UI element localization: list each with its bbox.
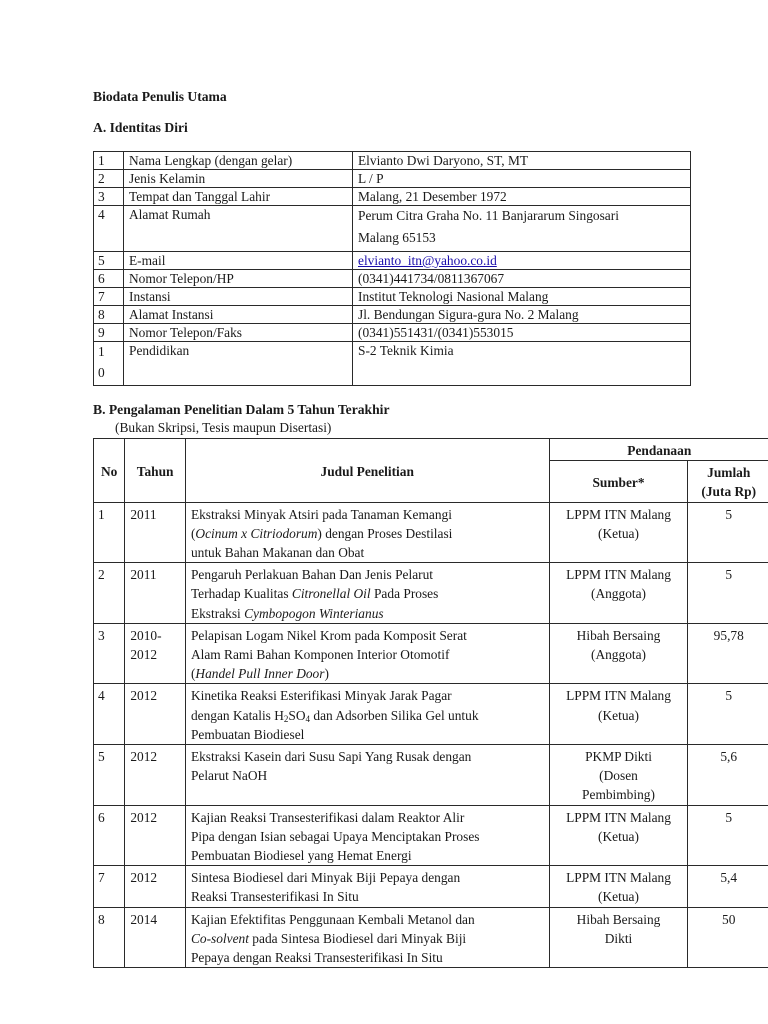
- table-row: [94, 206, 691, 252]
- row-number-line-1: 1: [98, 344, 105, 359]
- row-label: Tempat dan Tanggal Lahir: [124, 188, 353, 206]
- title-line: dengan Katalis $H_2SO_4$ dan Adsorben Silika Gel untuk: [190, 707, 479, 724]
- title-line: Alam Rami Bahan Komponen Interior Otomotif: [190, 647, 450, 663]
- header-jumlah: [688, 461, 768, 502]
- row-source: LPPM ITN Malang (Ketua): [549, 805, 688, 866]
- row-label: Nama Lengkap (dengan gelar): [124, 152, 353, 170]
- header-jumlah-unit: (Juta Rp): [701, 484, 757, 500]
- table-row: [94, 866, 768, 907]
- row-year: 2012: [125, 745, 186, 806]
- row-number: 1: [94, 502, 125, 563]
- table-row: [94, 623, 768, 684]
- row-value: Institut Teknologi Nasional Malang: [353, 288, 691, 306]
- row-value: [353, 206, 691, 252]
- row-label: Jenis Kelamin: [124, 170, 353, 188]
- row-source: LPPM ITN Malang (Ketua): [549, 684, 688, 745]
- row-year: 2010- 2012: [125, 623, 186, 684]
- table-row: [94, 188, 691, 206]
- title-line: Pelarut NaOH: [190, 768, 268, 784]
- row-source: LPPM ITN Malang (Ketua): [549, 502, 688, 563]
- header-pendanaan: Pendanaan: [549, 439, 768, 461]
- title-line: Ekstraksi Minyak Atsiri pada Tanaman Kemangi: [190, 506, 452, 522]
- title-line: Kajian Reaksi Transesterifikasi dalam Reaktor Alir: [190, 809, 465, 825]
- row-number: 8: [94, 907, 125, 968]
- row-source: LPPM ITN Malang (Anggota): [549, 563, 688, 624]
- table-row: [94, 288, 691, 306]
- row-value: Malang, 21 Desember 1972: [353, 188, 691, 206]
- section-a-title: A. Identitas Diri: [93, 120, 188, 135]
- row-value: Elvianto Dwi Daryono, ST, MT: [353, 152, 691, 170]
- table-row: [94, 502, 768, 563]
- title-line: Kajian Efektifitas Penggunaan Kembali Metanol dan: [190, 911, 475, 927]
- title-line: (Handel Pull Inner Door): [190, 666, 329, 682]
- row-title: [185, 907, 549, 968]
- row-label: Nomor Telepon/HP: [124, 270, 353, 288]
- row-amount: 95,78: [688, 623, 768, 684]
- section-b-subtitle: (Bukan Skripsi, Tesis maupun Disertasi): [115, 420, 332, 435]
- table-row: [94, 745, 768, 806]
- page-heading: Biodata Penulis Utama: [93, 89, 227, 104]
- table-row: [94, 170, 691, 188]
- row-amount: 5,4: [688, 866, 768, 907]
- table-row: [94, 563, 768, 624]
- row-value: S-2 Teknik Kimia: [353, 342, 691, 386]
- row-amount: 5: [688, 684, 768, 745]
- row-value: Jl. Bendungan Sigura-gura No. 2 Malang: [353, 306, 691, 324]
- row-number: 4: [94, 206, 124, 252]
- title-line: Pelapisan Logam Nikel Krom pada Komposit Serat: [190, 627, 467, 643]
- header-no: No: [94, 439, 125, 503]
- row-number: 6: [94, 805, 125, 866]
- row-year: 2011: [125, 563, 186, 624]
- row-title: [185, 805, 549, 866]
- row-title: [185, 684, 549, 745]
- title-line: Pembuatan Biodiesel yang Hemat Energi: [190, 848, 412, 864]
- header-sumber: Sumber*: [549, 461, 688, 502]
- row-number: 5: [94, 252, 124, 270]
- row-source: Hibah Bersaing Dikti: [549, 907, 688, 968]
- title-line: Terhadap Kualitas Citronellal Oil Pada Proses: [190, 586, 439, 602]
- table-row: [94, 252, 691, 270]
- row-number: [94, 342, 124, 386]
- row-year: 2012: [125, 684, 186, 745]
- header-row: [94, 439, 768, 461]
- header-tahun: Tahun: [125, 439, 186, 503]
- identity-table: [93, 151, 691, 386]
- title-line: (Ocinum x Citriodorum) dengan Proses Destilasi: [190, 525, 453, 541]
- row-value: (0341)441734/0811367067: [353, 270, 691, 288]
- row-label: Alamat Rumah: [124, 206, 353, 252]
- row-source: LPPM ITN Malang (Ketua): [549, 866, 688, 907]
- table-row: [94, 342, 691, 386]
- row-year: 2011: [125, 502, 186, 563]
- header-judul: Judul Penelitian: [185, 439, 549, 503]
- row-amount: 5: [688, 563, 768, 624]
- row-title: [185, 502, 549, 563]
- row-number: 7: [94, 866, 125, 907]
- address-line-1: Perum Citra Graha No. 11 Banjararum Singosari: [358, 208, 619, 223]
- table-row: [94, 306, 691, 324]
- row-number: 1: [94, 152, 124, 170]
- row-number: 7: [94, 288, 124, 306]
- row-title: [185, 563, 549, 624]
- table-row: [94, 152, 691, 170]
- table-row: [94, 324, 691, 342]
- row-year: 2014: [125, 907, 186, 968]
- title-line: Kinetika Reaksi Esterifikasi Minyak Jarak Pagar: [190, 688, 452, 704]
- row-number: 4: [94, 684, 125, 745]
- section-b-title: B. Pengalaman Penelitian Dalam 5 Tahun Terakhir: [93, 402, 390, 417]
- row-label: Instansi: [124, 288, 353, 306]
- row-number: 2: [94, 170, 124, 188]
- title-line: Pipa dengan Isian sebagai Upaya Menciptakan Proses: [190, 828, 480, 844]
- row-number: 8: [94, 306, 124, 324]
- title-line: Co-solvent pada Sintesa Biodiesel dari Minyak Biji: [190, 930, 467, 946]
- row-number: 6: [94, 270, 124, 288]
- table-row: [94, 805, 768, 866]
- row-label: Nomor Telepon/Faks: [124, 324, 353, 342]
- title-line: Reaksi Transesterifikasi In Situ: [190, 889, 359, 905]
- row-amount: 5: [688, 502, 768, 563]
- row-value: (0341)551431/(0341)553015: [353, 324, 691, 342]
- row-number: 9: [94, 324, 124, 342]
- research-table: [93, 438, 768, 968]
- table-row: [94, 270, 691, 288]
- row-source: PKMP Dikti (Dosen Pembimbing): [549, 745, 688, 806]
- row-number: 2: [94, 563, 125, 624]
- row-amount: 5,6: [688, 745, 768, 806]
- row-amount: 50: [688, 907, 768, 968]
- table-row: [94, 907, 768, 968]
- title-line: Pepaya dengan Reaksi Transesterifikasi In Situ: [190, 950, 443, 966]
- title-line: untuk Bahan Makanan dan Obat: [190, 545, 365, 561]
- title-line: Sintesa Biodiesel dari Minyak Biji Pepaya dengan: [190, 870, 461, 886]
- row-year: 2012: [125, 805, 186, 866]
- row-label: Pendidikan: [124, 342, 353, 386]
- row-value: L / P: [353, 170, 691, 188]
- row-year: 2012: [125, 866, 186, 907]
- table-row: [94, 684, 768, 745]
- title-line: Pembuatan Biodiesel: [190, 726, 305, 742]
- address-line-2: Malang 65153: [358, 230, 436, 245]
- row-number: 5: [94, 745, 125, 806]
- row-title: [185, 623, 549, 684]
- row-source: Hibah Bersaing (Anggota): [549, 623, 688, 684]
- row-value: [353, 252, 691, 270]
- row-amount: 5: [688, 805, 768, 866]
- row-title: [185, 745, 549, 806]
- row-number: 3: [94, 188, 124, 206]
- row-number-line-2: 0: [98, 365, 105, 380]
- row-label: Alamat Instansi: [124, 306, 353, 324]
- row-number: 3: [94, 623, 125, 684]
- row-label: E-mail: [124, 252, 353, 270]
- title-line: Pengaruh Perlakuan Bahan Dan Jenis Pelarut: [190, 567, 434, 583]
- title-line: Ekstraksi Cymbopogon Winterianus: [190, 605, 384, 621]
- header-jumlah-label: Jumlah: [707, 465, 751, 481]
- email-link[interactable]: elvianto_itn@yahoo.co.id: [358, 253, 497, 268]
- title-line: Ekstraksi Kasein dari Susu Sapi Yang Rusak dengan: [190, 749, 472, 765]
- row-title: [185, 866, 549, 907]
